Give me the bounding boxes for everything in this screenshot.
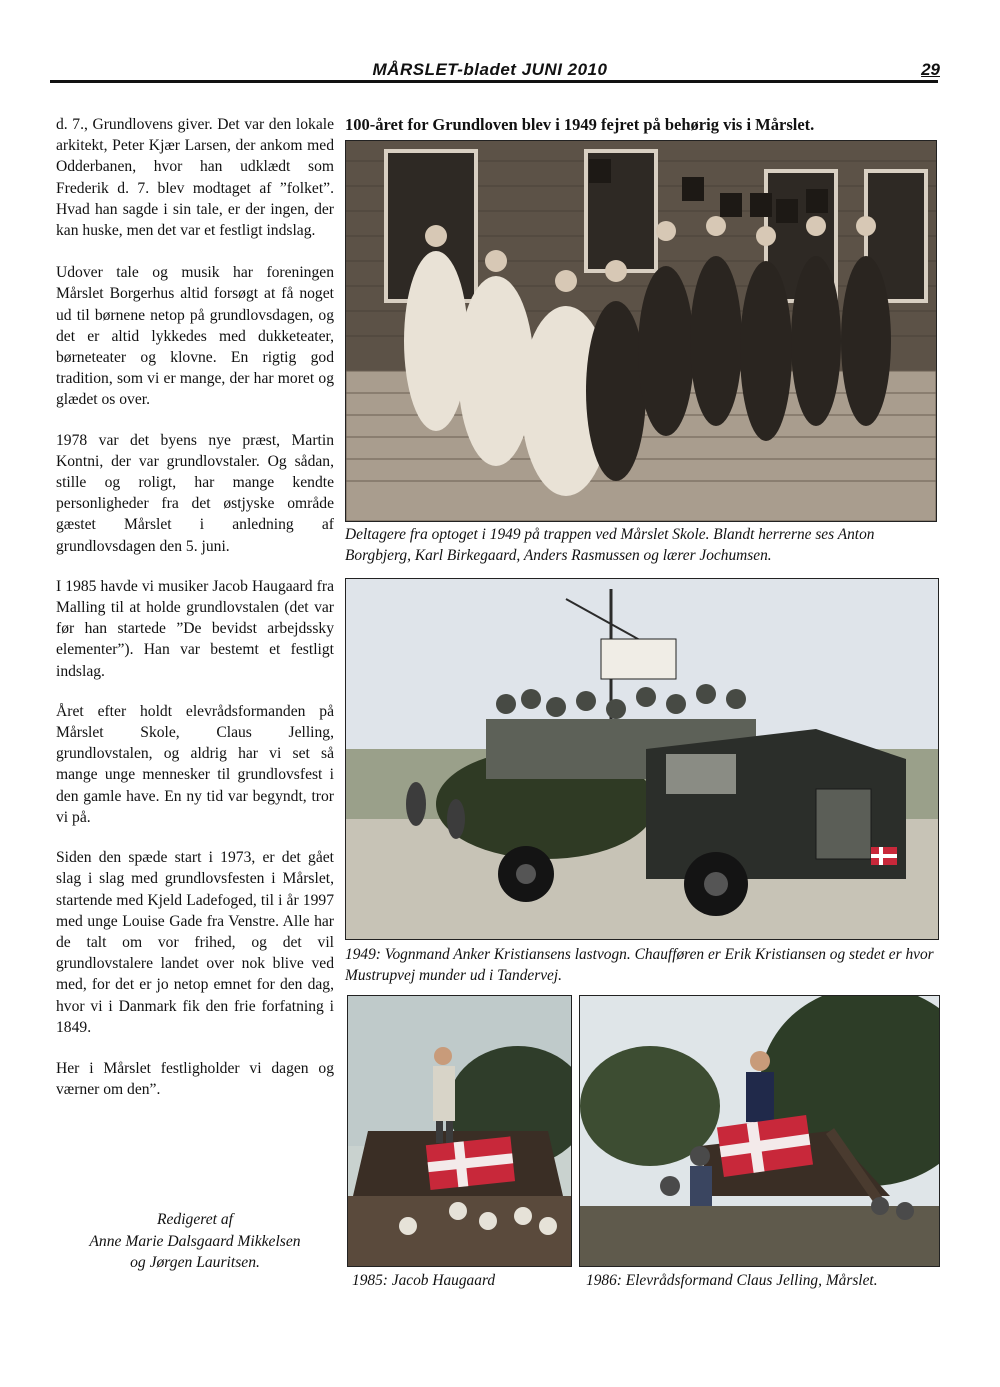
paragraph-3: 1978 var det byens nye præst, Martin Kontni, der var grundlovstaler. Og sådan, stille og roligt, har mange kendte personligheder fra det østjyske område gæstet Mårslet i anledning af grundlovsdagen den 5. juni. (56, 431, 334, 555)
paragraph-5: Året efter holdt elevrådsformanden på Mårslet Skole, Claus Jelling, grundlovstalen, og aldrig har vi set så mange unge mennesker til grundlovsfest i den gamle have. En ny tid var begyndt, tror vi på. (56, 702, 334, 826)
credits-line-2: Anne Marie Dalsgaard Mikkelsen (89, 1232, 301, 1250)
photo-jacob-haugaard-1985 (347, 995, 572, 1267)
magazine-title: MÅRSLET-bladet JUNI 2010 (372, 60, 608, 79)
article-text-column (56, 114, 334, 1100)
paragraph-6: Siden den spæde start i 1973, er det gået slag i slag med grundlovsfesten i Mårslet, startende med Kjeld Ladefoged, til i år 1997 med unge Louise Gade fra Venstre. Alle har de talt om vor frihed, og det vil grundlovstalere landet over nok blive ved med, for det er jo netop emnet for den dag, hvor vi i Danmark fik den frie forfatning i 1849. (56, 849, 334, 1036)
photo-truck-1949 (345, 578, 939, 940)
credits-line-1: Redigeret af (156, 1211, 234, 1228)
paragraph-7: Her i Mårslet festligholder vi dagen og værner om den”. (56, 1059, 334, 1099)
photo-2-caption: 1949: Vognmand Anker Kristiansens lastvogn. Chaufføren er Erik Kristiansen og stedet er hvor Mustrupvej munder ud i Tandervej. (345, 946, 934, 984)
page-number: 29 (921, 60, 940, 79)
photo-claus-jelling-1986 (579, 995, 940, 1267)
editor-credits (56, 1209, 334, 1274)
photo-school-steps-1949 (345, 140, 937, 522)
header-divider (50, 80, 938, 83)
paragraph-1: d. 7., Grundlovens giver. Det var den lokale arkitekt, Peter Kjær Larsen, der ankom med Odderbanen, hvor han udklædt som Frederik d. 7. blev modtaget af ”folket”. Hvad han sagde i sin tale, er der ingen, der kan huske, men det var et festligt indslag. (56, 116, 334, 240)
credits-line-3: og Jørgen Lauritsen. (130, 1254, 260, 1271)
photo-3-caption: 1985: Jacob Haugaard (352, 1272, 496, 1289)
photo-1-caption: Deltagere fra optoget i 1949 på trappen ved Mårslet Skole. Blandt herrerne ses Anton Borgbjerg, Karl Birkegaard, Anders Rasmussen og lærer Jochumsen. (345, 526, 875, 564)
photo-4-caption: 1986: Elevrådsformand Claus Jelling, Mårslet. (586, 1272, 878, 1289)
photo-section-heading: 100-året for Grundloven blev i 1949 fejret på behørig vis i Mårslet. (345, 115, 815, 134)
paragraph-2: Udover tale og musik har foreningen Mårslet Borgerhus altid forsøgt at få noget ud til børnene netop på grundlovsdagen, og det er altid lykkedes med dukketeater, børneteater og klovne. En rigtig god tradition, som vi er mange, der har moret og glædet os over. (56, 264, 334, 409)
paragraph-4: I 1985 havde vi musiker Jacob Haugaard fra Malling til at holde grundlovstalen (det var før han startede ”De bevidst arbejdssky elementer”). Han var bestemt et festligt indslag. (56, 577, 334, 680)
